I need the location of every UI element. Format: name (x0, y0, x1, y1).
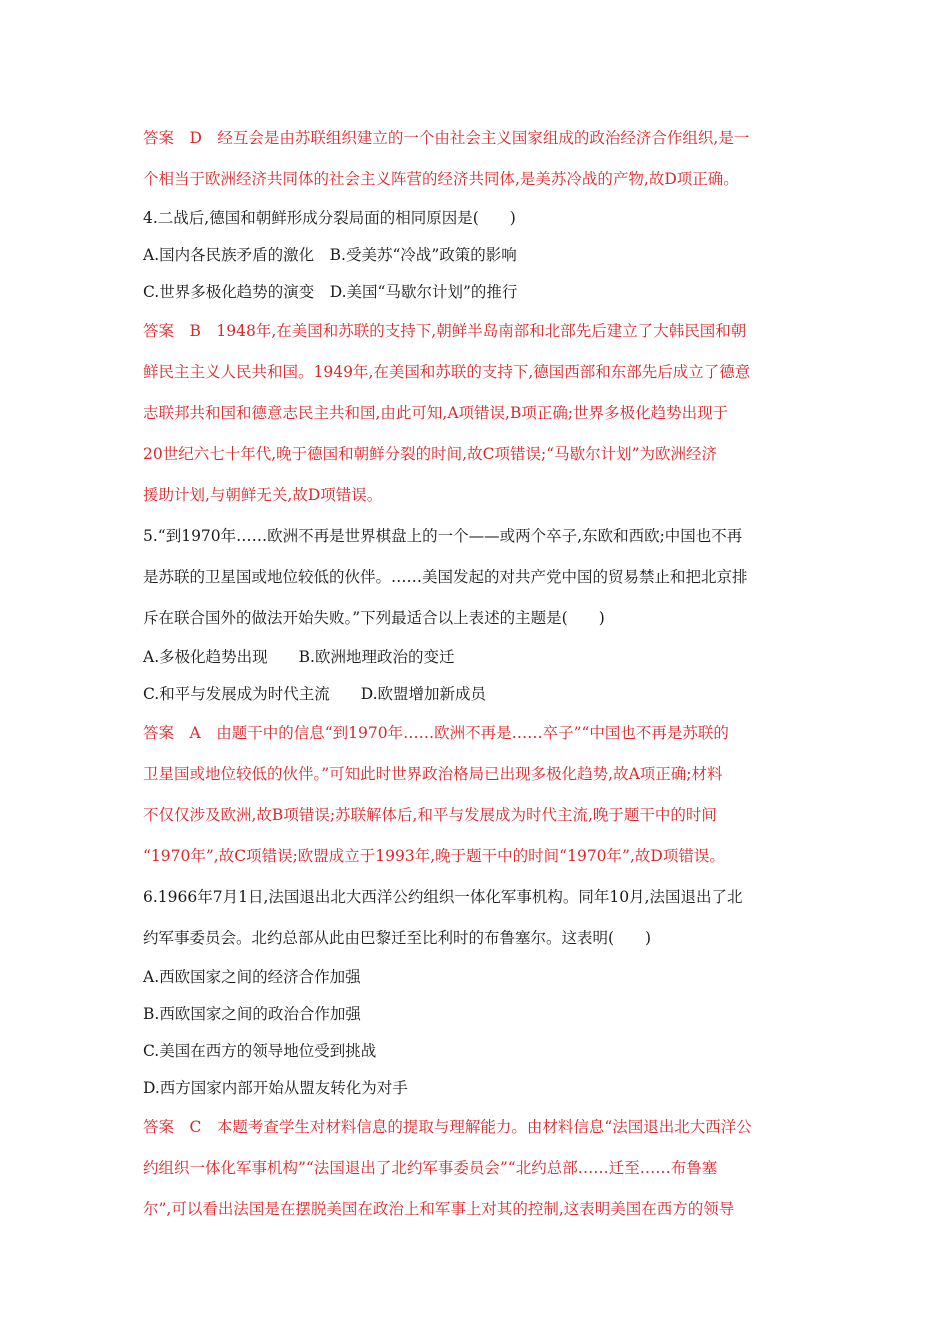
answer-text: 20世纪六七十年代,晚于德国和朝鲜分裂的时间,故C项错误;“马歇尔计划”为欧洲经济 (143, 445, 718, 463)
question-6-option-b: B.西欧国家之间的政治合作加强 (143, 1005, 361, 1023)
question-5-stem: 5.“到1970年……欧洲不再是世界棋盘上的一个——或两个卒子,东欧和西欧;中国也不再 (143, 527, 743, 545)
question-5-stem: 是苏联的卫星国或地位较低的伙伴。……美国发起的对共产党中国的贸易禁止和把北京排 (143, 568, 748, 586)
answer-text: 答案 D 经互会是由苏联组织建立的一个由社会主义国家组成的政治经济合作组织,是一 (143, 129, 750, 147)
question-6-stem: 6.1966年7月1日,法国退出北大西洋公约组织一体化军事机构。同年10月,法国退出了北 (143, 888, 743, 906)
answer-text: 答案 B 1948年,在美国和苏联的支持下,朝鲜半岛南部和北部先后建立了大韩民国和朝 (143, 322, 747, 340)
answer-text: 个相当于欧洲经济共同体的社会主义阵营的经济共同体,是美苏冷战的产物,故D项正确。 (143, 170, 739, 188)
question-6-option-d: D.西方国家内部开始从盟友转化为对手 (143, 1079, 408, 1097)
answer-text: 鲜民主主义人民共和国。1949年,在美国和苏联的支持下,德国西部和东部先后成立了德意 (143, 363, 751, 381)
question-6-option-c: C.美国在西方的领导地位受到挑战 (143, 1042, 377, 1060)
question-5-options-ab: A.多极化趋势出现 B.欧洲地理政治的变迁 (143, 648, 455, 666)
answer-text: 志联邦共和国和德意志民主共和国,由此可知,A项错误,B项正确;世界多极化趋势出现于 (143, 404, 729, 422)
question-6-option-a: A.西欧国家之间的经济合作加强 (143, 968, 361, 986)
answer-text: 答案 C 本题考查学生对材料信息的提取与理解能力。由材料信息“法国退出北大西洋公 (143, 1118, 752, 1136)
question-4-options-cd: C.世界多极化趋势的演变 D.美国“马歇尔计划”的推行 (143, 283, 518, 301)
answer-text: 不仅仅涉及欧洲,故B项错误;苏联解体后,和平与发展成为时代主流,晚于题干中的时间 (143, 806, 717, 824)
question-5-options-cd: C.和平与发展成为时代主流 D.欧盟增加新成员 (143, 685, 487, 703)
answer-text: 卫星国或地位较低的伙伴。”可知此时世界政治格局已出现多极化趋势,故A项正确;材料 (143, 765, 723, 783)
question-5-stem: 斥在联合国外的做法开始失败。”下列最适合以上表述的主题是( ) (143, 609, 605, 627)
question-4-stem: 4.二战后,德国和朝鲜形成分裂局面的相同原因是( ) (143, 209, 516, 227)
answer-text: “1970年”,故C项错误;欧盟成立于1993年,晚于题干中的时间“1970年”,故D项错误。 (143, 847, 725, 865)
question-4-options-ab: A.国内各民族矛盾的激化 B.受美苏“冷战”政策的影响 (143, 246, 517, 264)
answer-text: 尔”,可以看出法国是在摆脱美国在政治上和军事上对其的控制,这表明美国在西方的领导 (143, 1200, 735, 1218)
document-page (143, 118, 808, 1230)
answer-text: 答案 A 由题干中的信息“到1970年……欧洲不再是……卒子”“中国也不再是苏联的 (143, 724, 729, 742)
question-6-stem: 约军事委员会。北约总部从此由巴黎迁至比利时的布鲁塞尔。这表明( ) (143, 929, 652, 947)
answer-text: 约组织一体化军事机构”“法国退出了北约军事委员会”“北约总部……迁至……布鲁塞 (143, 1159, 718, 1177)
answer-text: 援助计划,与朝鲜无关,故D项错误。 (143, 486, 383, 504)
